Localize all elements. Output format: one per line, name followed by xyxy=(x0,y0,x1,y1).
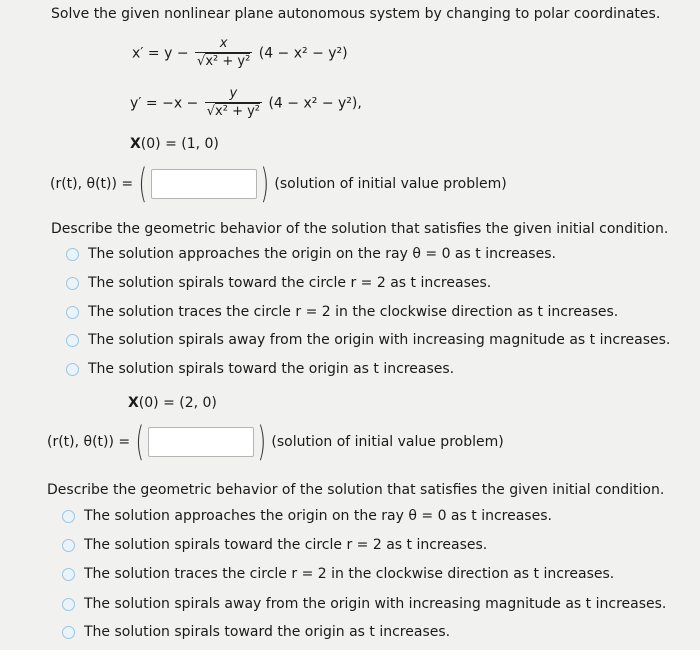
option-2-c[interactable] xyxy=(62,566,614,582)
option-label: The solution spirals away from the origin with increasing magnitude as t increases. xyxy=(88,332,671,348)
answer-input-1[interactable] xyxy=(151,169,257,199)
option-2-b[interactable] xyxy=(62,537,487,553)
radio-icon[interactable] xyxy=(66,248,79,261)
eq1-denominator: √x² + y² xyxy=(197,54,251,69)
option-label: The solution approaches the origin on the ray θ = 0 as t increases. xyxy=(84,508,552,524)
option-1-b[interactable] xyxy=(66,275,491,291)
eq1-numerator: x xyxy=(219,36,228,51)
sqrt-den-1: x² + y² xyxy=(205,54,251,69)
radio-icon[interactable] xyxy=(62,626,75,639)
ic1-label: X xyxy=(130,136,141,152)
radio-icon[interactable] xyxy=(62,510,75,523)
option-label: The solution traces the circle r = 2 in the clockwise direction as t increases. xyxy=(84,566,615,582)
equation-x-prime xyxy=(132,36,348,71)
eq2-lhs: y′ = −x − xyxy=(130,95,199,112)
option-2-e[interactable] xyxy=(62,624,450,640)
option-label: The solution traces the circle r = 2 in the clockwise direction as t increases. xyxy=(88,304,619,320)
answer-note-1: (solution of initial value problem) xyxy=(274,176,507,192)
option-1-a[interactable] xyxy=(66,246,556,262)
prompt-2: Describe the geometric behavior of the solution that satisfies the given initial condition. xyxy=(47,482,665,498)
radio-icon[interactable] xyxy=(66,306,79,319)
option-label: The solution spirals toward the circle r = 2 as t increases. xyxy=(88,275,492,291)
initial-condition-2 xyxy=(128,395,217,411)
eq1-rhs: (4 − x² − y²) xyxy=(258,45,348,62)
radio-icon[interactable] xyxy=(62,598,75,611)
option-2-d[interactable] xyxy=(62,596,666,612)
answer-label-1: (r(t), θ(t)) = xyxy=(50,176,134,192)
radio-icon[interactable] xyxy=(66,363,79,376)
left-paren-icon: ( xyxy=(138,161,148,207)
eq1-lhs: x′ = y − xyxy=(132,45,189,62)
answer-label-2: (r(t), θ(t)) = xyxy=(47,434,131,450)
eq2-denominator: √x² + y² xyxy=(206,104,261,119)
radio-icon[interactable] xyxy=(62,539,75,552)
eq1-fraction xyxy=(195,36,252,71)
question-text: Solve the given nonlinear plane autonomous system by changing to polar coordinates. xyxy=(51,6,661,22)
option-1-e[interactable] xyxy=(66,361,454,377)
ic2-value: (0) = (2, 0) xyxy=(138,395,217,411)
eq2-fraction xyxy=(205,86,262,121)
equation-y-prime xyxy=(130,86,362,121)
eq2-numerator: y xyxy=(229,86,238,101)
option-label: The solution spirals toward the circle r = 2 as t increases. xyxy=(84,537,488,553)
option-label: The solution spirals away from the origin with increasing magnitude as t increases. xyxy=(84,596,667,612)
right-paren-icon: ) xyxy=(257,419,266,465)
option-label: The solution approaches the origin on the ray θ = 0 as t increases. xyxy=(88,246,556,262)
ic1-value: (0) = (1, 0) xyxy=(140,136,219,152)
sqrt-den-2: x² + y² xyxy=(215,104,261,119)
option-label: The solution spirals toward the origin as t increases. xyxy=(84,624,451,640)
option-1-d[interactable] xyxy=(66,332,670,348)
left-paren-icon: ( xyxy=(135,419,145,465)
answer-input-2[interactable] xyxy=(148,427,254,457)
radio-icon[interactable] xyxy=(62,568,75,581)
option-1-c[interactable] xyxy=(66,304,618,320)
ic2-label: X xyxy=(128,395,139,411)
option-label: The solution spirals toward the origin as t increases. xyxy=(88,361,455,377)
answer-row-2 xyxy=(47,419,504,465)
radio-icon[interactable] xyxy=(66,277,79,290)
initial-condition-1 xyxy=(130,136,219,152)
eq2-rhs: (4 − x² − y²), xyxy=(268,95,362,112)
answer-note-2: (solution of initial value problem) xyxy=(271,434,504,450)
option-2-a[interactable] xyxy=(62,508,552,524)
right-paren-icon: ) xyxy=(260,161,269,207)
answer-row-1 xyxy=(50,161,507,207)
prompt-1: Describe the geometric behavior of the solution that satisfies the given initial condition. xyxy=(51,221,669,237)
radio-icon[interactable] xyxy=(66,334,79,347)
